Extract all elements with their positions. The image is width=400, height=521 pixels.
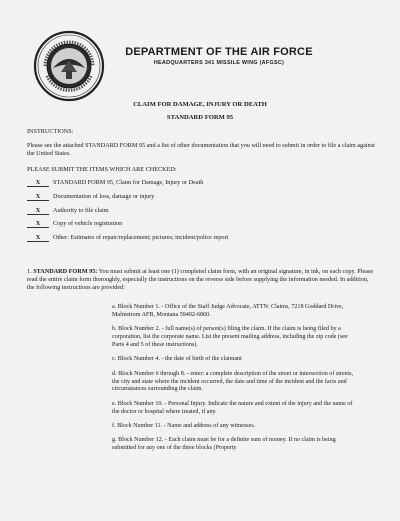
checklist-item	[27, 207, 377, 221]
intro-paragraph: Please see the attached STANDARD FORM 95 and a list of other documentation that you will need to submit in order to file a claim against the United States.	[27, 142, 375, 157]
check-mark: X	[27, 220, 49, 228]
air-force-seal-icon	[33, 30, 105, 102]
section-1-paragraph	[27, 268, 377, 292]
block-entry: b. Block Number 2. - full name(s) of person(s) filing the claim. If the claim is being filed by a corporation, list the corporate name. List the present mailing address, including the zip code (see Parts 4 and 5 of these instructions).	[112, 326, 348, 349]
checklist-item	[27, 234, 377, 248]
block-entry: f. Block Number 11. - Name and address of any witnesses.	[112, 422, 256, 429]
check-mark: X	[27, 179, 49, 187]
block-instructions	[112, 304, 358, 459]
claim-title: CLAIM FOR DAMAGE, INJURY OR DEATH	[133, 101, 267, 108]
check-mark: X	[27, 193, 49, 201]
block-entry: g. Block Number 12. - Each claim must be for a definite sum of money. If no claim is being submitted for any one of the three blocks (Property	[112, 437, 336, 452]
checklist-item-text: Copy of vehicle registration	[53, 220, 123, 228]
instructions-label: INSTRUCTIONS:	[27, 128, 74, 135]
checklist-item-text: Authority to file claim	[53, 206, 109, 214]
section-1-number: 1.	[27, 268, 32, 275]
form-title: STANDARD FORM 95	[166, 114, 234, 121]
checklist-item	[27, 179, 377, 193]
checklist-item-text: Documentation of loss, damage or injury	[53, 192, 155, 200]
checklist-item	[27, 193, 377, 207]
department-title: DEPARTMENT OF THE AIR FORCE	[125, 46, 313, 58]
submit-items-label: PLEASE SUBMIT THE ITEMS WHICH ARE CHECKED:	[27, 166, 177, 173]
checklist-item-text: STANDARD FORM 95, Claim for Damage, Injury or Death	[53, 179, 204, 186]
block-entry: a. Block Number 1. - Office of the Staff Judge Advocate, ATTN: Claims, 7218 Goddard Drive, Malmstrom AFB, Montana 59402-6860.	[112, 304, 344, 318]
checklist-item-text: Other: Estimates of repair/replacement; pictures; incident/police report	[53, 234, 229, 242]
block-entry: c. Block Number 4. - the date of birth of the claimant	[112, 356, 242, 363]
block-entry: e. Block Number 10. - Personal Injury. Indicate the nature and extent of the injury and the name of the doctor or hospital where treated, if any.	[112, 400, 353, 415]
check-mark: X	[27, 207, 49, 215]
scan-artifact-marks: · · ·	[18, 10, 37, 16]
block-entry: d. Block Number 6 through 8. - enter: a complete description of the street or intersection of streets, the city and state where the incident occurred, the date and time of the incident and the facts and circumstances surrounding the claim.	[112, 370, 353, 393]
section-1-heading: STANDARD FORM 95:	[33, 268, 98, 275]
check-mark: X	[27, 234, 49, 242]
checklist-item	[27, 220, 377, 234]
checklist	[27, 179, 377, 248]
section-1-text: You must submit at least one (1) completed claim form, with an original signature, in ink, on each copy. Please read the entire claim form thoroughly, especially the instructions on the reverse side before supplying the information needed. In addition, the following instructions are provided:	[27, 268, 374, 291]
headquarters-subtitle: HEADQUARTERS 341 MISSILE WING (AFGSC)	[153, 60, 285, 66]
